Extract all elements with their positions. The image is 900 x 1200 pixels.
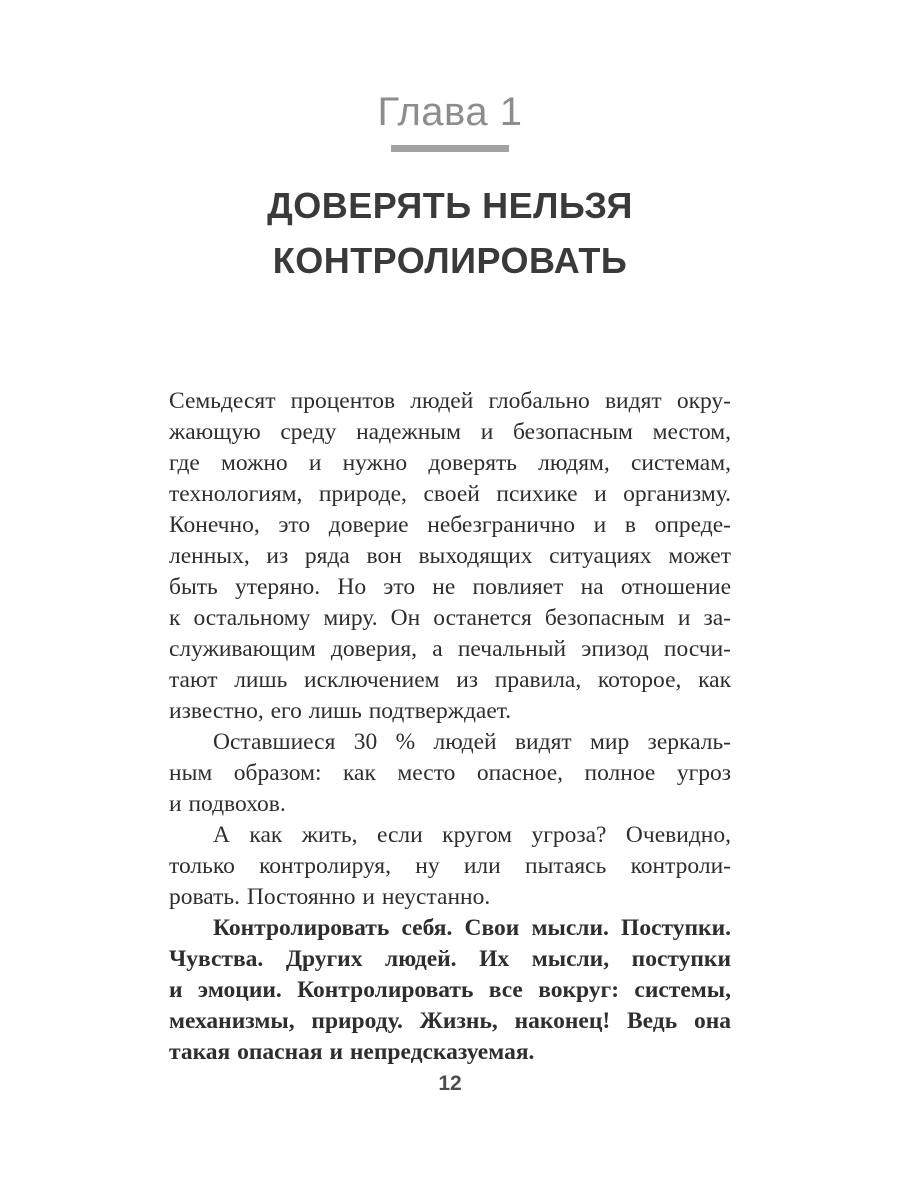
text-line: известно, его лишь подтверждает. — [169, 698, 512, 724]
text-line: Оставшиеся 30 % людей видят мир зеркаль- — [213, 729, 731, 755]
text-line: и подвохов. — [169, 791, 286, 817]
paragraph — [169, 386, 731, 727]
text-line: ным образом: как место опасное, полное угроз — [169, 760, 731, 786]
chapter-divider-rule — [391, 145, 509, 152]
text-line: служивающим доверия, а печальный эпизод посчи- — [169, 636, 731, 662]
text-line: ленных, из ряда вон выходящих ситуациях может — [169, 543, 731, 569]
text-line: Семьдесят процентов людей глобально видят окру- — [169, 388, 731, 414]
text-line: технологиям, природе, своей психике и организму. — [169, 481, 731, 507]
text-line: А как жить, если кругом угроза? Очевидно, — [213, 822, 731, 848]
paragraph — [169, 913, 731, 1068]
paragraph — [169, 727, 731, 820]
text-line: Конечно, это доверие небезгранично и в опреде- — [169, 512, 731, 538]
text-line: быть утеряно. Но это не повлияет на отношение — [169, 574, 731, 600]
page-number: 12 — [438, 1072, 462, 1095]
text-line: жающую среду надежным и безопасным местом, — [169, 419, 731, 445]
text-line: Контролировать себя. Свои мысли. Поступки. — [213, 915, 731, 941]
text-line: к остальному миру. Он останется безопасным и за- — [169, 605, 731, 631]
text-line: ровать. Постоянно и неустанно. — [169, 884, 491, 910]
chapter-title-line-1: ДОВЕРЯТЬ НЕЛЬЗЯ — [267, 185, 633, 226]
chapter-header — [0, 90, 900, 152]
paragraph — [169, 820, 731, 913]
text-line: механизмы, природу. Жизнь, наконец! Ведь она — [169, 1008, 731, 1034]
text-line: Чувства. Других людей. Их мысли, поступки — [169, 946, 731, 972]
text-line: где можно и нужно доверять людям, системам, — [169, 450, 731, 476]
text-line: только контролируя, ну или пытаясь контроли- — [169, 853, 731, 879]
text-line: такая опасная и непредсказуемая. — [169, 1039, 535, 1065]
body-text — [169, 386, 731, 1068]
chapter-title-line-2: КОНТРОЛИРОВАТЬ — [272, 240, 628, 281]
text-line: тают лишь исключением из правила, которое, как — [169, 667, 731, 693]
chapter-label: Глава 1 — [377, 90, 523, 134]
chapter-title — [100, 178, 800, 288]
text-line: и эмоции. Контролировать все вокруг: системы, — [169, 977, 731, 1003]
